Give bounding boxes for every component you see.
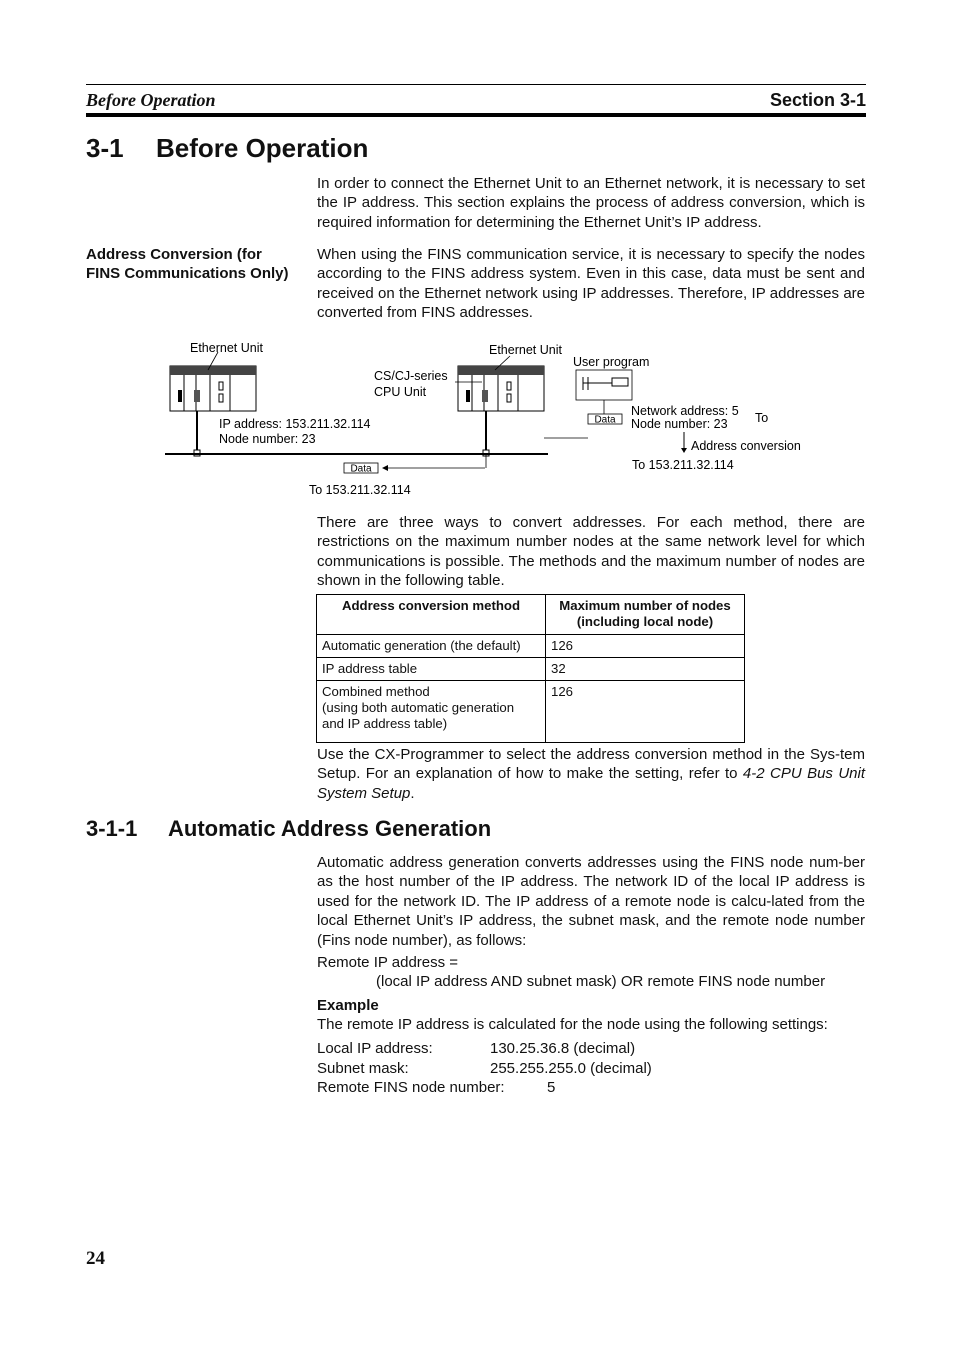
page-number: 24	[86, 1248, 105, 1269]
cx-programmer-paragraph	[317, 745, 865, 803]
formula-line-1: Remote IP address =	[317, 954, 459, 971]
right-ethernet-unit-label: Ethernet Unit	[489, 343, 562, 357]
intro-paragraph: In order to connect the Ethernet Unit to an Ethernet network, it is necessary to set the IP address. This section explains the process of address conversion, which is required information for determining the Ethernet Unit’s IP address.	[317, 175, 865, 231]
auto-generation-paragraph: Automatic address generation converts addresses using the FINS node num-ber as the host number of the IP address. The network ID of the local IP address is used for the network ID. The IP address of a remote node is calcu-lated from the local Ethernet Unit’s IP address, the subnet mask, and the remote node number (Fins node number), as follows:	[317, 854, 865, 949]
local-ip-value: 130.25.36.8 (decimal)	[490, 1040, 636, 1057]
table-cell-max: 32	[546, 658, 745, 681]
remote-node-label: Remote FINS node number:	[317, 1079, 505, 1096]
left-plc-rack-icon	[170, 366, 256, 411]
ip-address-label: IP address: 153.211.32.114	[219, 417, 371, 431]
header-section-label: Section 3-1	[769, 90, 866, 110]
subnet-mask-label: Subnet mask:	[317, 1060, 409, 1077]
cpu-unit-label-line2: CPU Unit	[374, 385, 427, 399]
subsection-title: Automatic Address Generation	[168, 816, 492, 841]
node-number-left-label: Node number: 23	[219, 432, 316, 446]
cpu-unit-label-line1: CS/CJ-series	[374, 369, 448, 383]
conversion-paragraph: When using the FINS communication service, it is necessary to specify the nodes according to the FINS address system. Even in this case, data must be sent and received on the Ethernet network using IP addresses. Therefore, IP addresses are converted from FINS addresses.	[317, 246, 865, 322]
table-row	[317, 681, 745, 743]
example-intro: The remote IP address is calculated for the node using the following settings:	[317, 1016, 828, 1033]
formula-line-2: (local IP address AND subnet mask) OR remote FINS node number	[376, 973, 826, 990]
to-ip-right-label: To 153.211.32.114	[632, 458, 734, 472]
side-heading-address-conversion: Address Conversion (for FINS Communications Only)	[86, 246, 289, 283]
remote-node-value: 5	[547, 1079, 556, 1096]
subnet-mask-value: 255.255.255.0 (decimal)	[490, 1060, 652, 1077]
user-program-icon	[576, 370, 632, 400]
address-conversion-diagram	[150, 338, 830, 498]
header-bottom-rule	[86, 113, 866, 117]
node-number-right-label: Node number: 23	[631, 417, 728, 431]
network-address-label: Network address: 5	[631, 404, 739, 418]
data-label-right: Data	[594, 414, 616, 426]
method-line: Combined method	[322, 684, 430, 699]
right-plc-rack-icon	[458, 366, 544, 411]
table-row	[317, 635, 745, 658]
section-heading	[86, 133, 368, 164]
method-line: (using both automatic generation	[322, 700, 515, 715]
section-number: 3-1	[86, 133, 124, 163]
section-title: Before Operation	[156, 133, 369, 163]
table-header-method: Address conversion method	[317, 595, 546, 635]
address-conversion-label: Address conversion	[691, 439, 801, 453]
address-conversion-table	[316, 594, 745, 743]
table-header-max-nodes: Maximum number of nodes (including local node)	[546, 595, 745, 635]
local-ip-label: Local IP address:	[317, 1040, 433, 1057]
table-cell-method	[317, 681, 546, 743]
header-top-rule	[86, 84, 866, 85]
cx-para-text: Use the CX-Programmer to select the address conversion method in the Sys-tem Setup. For an explanation of how to make the setting, refer to	[317, 746, 865, 783]
table-cell-method: Automatic generation (the default)	[317, 635, 546, 658]
subsection-heading	[86, 816, 491, 842]
to-label: To	[755, 411, 769, 425]
left-arrow-icon	[382, 465, 388, 471]
down-arrow-icon	[681, 448, 687, 453]
method-line: and IP address table)	[322, 716, 448, 731]
table-header-row	[317, 595, 745, 635]
subsection-number: 3-1-1	[86, 816, 138, 841]
table-row	[317, 658, 745, 681]
cx-para-reference: 4-2 CPU Bus Unit System Setup	[317, 765, 866, 802]
data-label-bottom: Data	[350, 463, 372, 475]
left-ethernet-unit-label: Ethernet Unit	[190, 341, 263, 355]
user-program-label: User program	[573, 355, 650, 369]
table-cell-method: IP address table	[317, 658, 546, 681]
methods-paragraph: There are three ways to convert addresses. For each method, there are restrictions on the maximum number nodes at the same network level for which communications is possible. The methods and the maximum number of nodes are shown in the following table.	[317, 514, 865, 590]
header-chapter-title: Before Operation	[86, 90, 216, 110]
cx-para-end: .	[410, 784, 415, 802]
table-cell-max: 126	[546, 681, 745, 743]
table-cell-max: 126	[546, 635, 745, 658]
example-heading: Example	[317, 997, 379, 1014]
to-ip-bottom-label: To 153.211.32.114	[309, 483, 411, 497]
